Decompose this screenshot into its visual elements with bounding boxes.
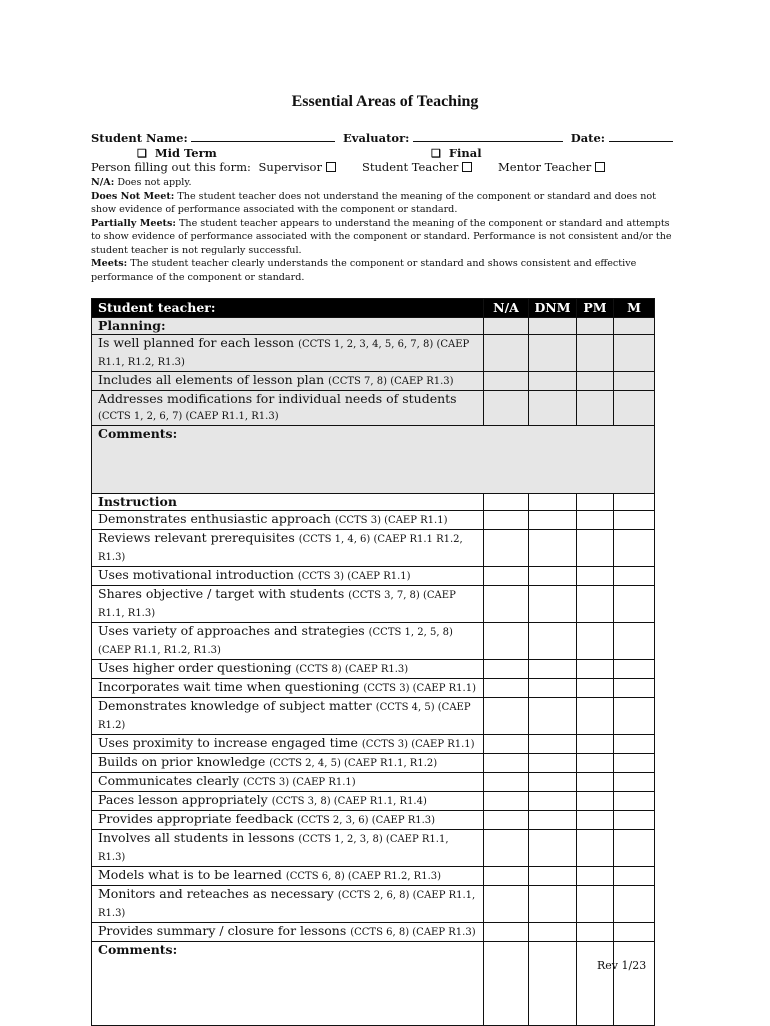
mid-term-label: Mid Term bbox=[154, 146, 217, 160]
student-teacher-option bbox=[362, 160, 472, 174]
rating-cell-pm[interactable] bbox=[577, 335, 614, 372]
rating-cell-dnm[interactable] bbox=[529, 623, 577, 660]
rating-cell-pm[interactable] bbox=[577, 567, 614, 586]
rating-cell-pm[interactable] bbox=[577, 372, 614, 391]
rating-cell-na[interactable] bbox=[484, 318, 529, 335]
supervisor-checkbox[interactable] bbox=[326, 162, 336, 172]
criterion-cell bbox=[92, 811, 484, 830]
criterion-text: Addresses modifications for individual needs of students bbox=[98, 391, 457, 406]
table-row bbox=[92, 698, 655, 735]
rating-cell-m[interactable] bbox=[614, 511, 655, 530]
column-header-student-teacher: Student teacher: bbox=[92, 299, 484, 318]
criterion-cell bbox=[92, 567, 484, 586]
criterion-text: Models what is to be learned bbox=[98, 867, 286, 882]
rating-cell-dnm[interactable] bbox=[529, 735, 577, 754]
rating-cell-dnm[interactable] bbox=[529, 754, 577, 773]
table-row bbox=[92, 511, 655, 530]
criterion-cell bbox=[92, 886, 484, 923]
table-header-row bbox=[92, 299, 655, 318]
table-row bbox=[92, 867, 655, 886]
comments-row bbox=[92, 942, 655, 1026]
definition-does-not-meet: Does Not Meet: The student teacher does not understand the meaning of the component or standard and does not show evidence of performance associated with the component or standard. bbox=[91, 190, 657, 215]
table-row bbox=[92, 335, 655, 372]
rating-cell-pm[interactable] bbox=[577, 391, 614, 426]
table-row bbox=[92, 792, 655, 811]
rating-cell-pm[interactable] bbox=[577, 942, 614, 1026]
rating-cell-m[interactable] bbox=[614, 623, 655, 660]
student-name-field[interactable] bbox=[191, 131, 335, 142]
rating-cell-pm[interactable] bbox=[577, 318, 614, 335]
criterion-standards: (CCTS 1, 4, 6) (CAEP R1.1 R1.2, R1.3) bbox=[98, 534, 463, 563]
criterion-standards: (CCTS 1, 2, 3, 4, 5, 6, 7, 8) (CAEP R1.1, R1.2, R1.3) bbox=[98, 339, 470, 368]
rating-cell-dnm[interactable] bbox=[529, 335, 577, 372]
rating-cell-m[interactable] bbox=[614, 792, 655, 811]
criterion-cell bbox=[92, 773, 484, 792]
criterion-text: Uses proximity to increase engaged time bbox=[98, 735, 362, 750]
rating-cell-pm[interactable] bbox=[577, 811, 614, 830]
table-body bbox=[92, 318, 655, 1026]
criterion-standards: (CCTS 1, 2, 3, 8) (CAEP R1.1, R1.3) bbox=[98, 834, 449, 863]
checkbox-icon[interactable]: ❑ bbox=[431, 147, 441, 160]
evaluation-table bbox=[91, 298, 655, 1026]
criterion-standards: (CCTS 6, 8) (CAEP R1.3) bbox=[350, 927, 476, 938]
mid-term-option[interactable] bbox=[137, 146, 217, 160]
criterion-standards: (CCTS 2, 3, 6) (CAEP R1.3) bbox=[296, 815, 436, 826]
table-row bbox=[92, 735, 655, 754]
rating-cell-m[interactable] bbox=[614, 773, 655, 792]
rating-cell-na[interactable] bbox=[484, 886, 529, 923]
criterion-cell bbox=[92, 335, 484, 372]
evaluator-label: Evaluator: bbox=[343, 131, 410, 145]
criterion-text: Demonstrates enthusiastic approach bbox=[98, 511, 335, 526]
final-option[interactable] bbox=[431, 146, 482, 160]
criterion-text: Reviews relevant prerequisites bbox=[98, 530, 299, 545]
rating-cell-m[interactable] bbox=[614, 567, 655, 586]
mentor-teacher-checkbox[interactable] bbox=[595, 162, 605, 172]
rating-cell-m[interactable] bbox=[614, 735, 655, 754]
criterion-cell bbox=[92, 792, 484, 811]
criterion-cell bbox=[92, 735, 484, 754]
criterion-cell bbox=[92, 586, 484, 623]
rating-cell-na[interactable] bbox=[484, 586, 529, 623]
criterion-text: Involves all students in lessons bbox=[98, 830, 299, 845]
rating-cell-dnm[interactable] bbox=[529, 923, 577, 942]
rating-cell-m[interactable] bbox=[614, 754, 655, 773]
table-row bbox=[92, 372, 655, 391]
rating-cell-pm[interactable] bbox=[577, 511, 614, 530]
rating-definitions bbox=[91, 176, 681, 284]
rating-cell-na[interactable] bbox=[484, 830, 529, 867]
checkbox-icon[interactable]: ❑ bbox=[137, 147, 147, 160]
criterion-text: Uses variety of approaches and strategies bbox=[98, 623, 369, 638]
rating-cell-na[interactable] bbox=[484, 679, 529, 698]
table-row bbox=[92, 754, 655, 773]
section-row bbox=[92, 318, 655, 335]
criterion-text: Builds on prior knowledge bbox=[98, 754, 270, 769]
column-header-na: N/A bbox=[484, 299, 529, 318]
criterion-text: Communicates clearly bbox=[98, 773, 244, 788]
rating-cell-dnm[interactable] bbox=[529, 773, 577, 792]
rating-cell-pm[interactable] bbox=[577, 494, 614, 511]
rating-cell-dnm[interactable] bbox=[529, 867, 577, 886]
criterion-standards: (CCTS 7, 8) (CAEP R1.3) bbox=[328, 376, 454, 387]
criterion-cell bbox=[92, 698, 484, 735]
rating-cell-dnm[interactable] bbox=[529, 372, 577, 391]
rating-cell-na[interactable] bbox=[484, 623, 529, 660]
rating-cell-na[interactable] bbox=[484, 530, 529, 567]
rating-cell-m[interactable] bbox=[614, 372, 655, 391]
rating-cell-m[interactable] bbox=[614, 660, 655, 679]
criterion-text: Demonstrates knowledge of subject matter bbox=[98, 698, 376, 713]
rating-cell-dnm[interactable] bbox=[529, 318, 577, 335]
criterion-standards: (CCTS 3) (CAEP R1.1) bbox=[297, 571, 411, 582]
revision-label: Rev 1/23 bbox=[597, 959, 647, 972]
rating-cell-dnm[interactable] bbox=[529, 830, 577, 867]
table-row bbox=[92, 530, 655, 567]
criterion-cell bbox=[92, 623, 484, 660]
criterion-cell bbox=[92, 660, 484, 679]
criterion-standards: (CCTS 3) (CAEP R1.1) bbox=[361, 739, 475, 750]
rating-cell-m[interactable] bbox=[614, 886, 655, 923]
criterion-cell bbox=[92, 923, 484, 942]
rating-cell-na[interactable] bbox=[484, 372, 529, 391]
rating-cell-m[interactable] bbox=[614, 679, 655, 698]
criterion-standards: (CCTS 2, 6, 8) (CAEP R1.1, R1.3) bbox=[98, 890, 476, 919]
criterion-text: Provides appropriate feedback bbox=[98, 811, 297, 826]
rating-cell-pm[interactable] bbox=[577, 623, 614, 660]
comments-row bbox=[92, 426, 655, 494]
rating-cell-pm[interactable] bbox=[577, 754, 614, 773]
rating-cell-dnm[interactable] bbox=[529, 811, 577, 830]
criterion-cell bbox=[92, 372, 484, 391]
criterion-standards: (CCTS 3, 8) (CAEP R1.1, R1.4) bbox=[271, 796, 427, 807]
criterion-cell bbox=[92, 679, 484, 698]
rating-cell-dnm[interactable] bbox=[529, 660, 577, 679]
rating-cell-pm[interactable] bbox=[577, 698, 614, 735]
table-row bbox=[92, 567, 655, 586]
rating-cell-m[interactable] bbox=[614, 530, 655, 567]
criterion-cell bbox=[92, 511, 484, 530]
criterion-cell bbox=[92, 754, 484, 773]
criterion-standards: (CCTS 4, 5) (CAEP R1.2) bbox=[98, 702, 471, 731]
rating-cell-m[interactable] bbox=[614, 923, 655, 942]
definition-partially-meets: Partially Meets: The student teacher appears to understand the meaning of the component or standard and attempts to show evidence of performance associated with the component or standard. Performance is not consistent and/or the student teacher is not regularly successful. bbox=[91, 217, 672, 256]
rating-cell-dnm[interactable] bbox=[529, 391, 577, 426]
mentor-teacher-label: Mentor Teacher bbox=[498, 160, 592, 174]
rating-cell-pm[interactable] bbox=[577, 792, 614, 811]
criterion-standards: (CCTS 1, 2, 5, 8) (CAEP R1.1, R1.2, R1.3) bbox=[98, 627, 453, 656]
rating-cell-na[interactable] bbox=[484, 792, 529, 811]
rating-cell-pm[interactable] bbox=[577, 886, 614, 923]
rating-cell-na[interactable] bbox=[484, 867, 529, 886]
rating-cell-na[interactable] bbox=[484, 391, 529, 426]
rating-cell-na[interactable] bbox=[484, 567, 529, 586]
comments-label[interactable]: Comments: bbox=[92, 942, 484, 1026]
rating-cell-na[interactable] bbox=[484, 923, 529, 942]
rating-cell-na[interactable] bbox=[484, 511, 529, 530]
rating-cell-m[interactable] bbox=[614, 942, 655, 1026]
rating-cell-dnm[interactable] bbox=[529, 567, 577, 586]
student-info-row bbox=[91, 131, 673, 145]
rating-cell-m[interactable] bbox=[614, 698, 655, 735]
rating-cell-na[interactable] bbox=[484, 811, 529, 830]
rating-cell-dnm[interactable] bbox=[529, 942, 577, 1026]
criterion-text: Uses higher order questioning bbox=[98, 660, 296, 675]
rating-cell-pm[interactable] bbox=[577, 586, 614, 623]
table-row bbox=[92, 886, 655, 923]
criterion-cell bbox=[92, 830, 484, 867]
rating-cell-na[interactable] bbox=[484, 754, 529, 773]
final-label: Final bbox=[448, 146, 482, 160]
section-title: Planning: bbox=[92, 318, 484, 335]
rating-cell-dnm[interactable] bbox=[529, 792, 577, 811]
criterion-text: Provides summary / closure for lessons bbox=[98, 923, 351, 938]
rating-cell-na[interactable] bbox=[484, 698, 529, 735]
date-label: Date: bbox=[570, 131, 606, 145]
criterion-cell bbox=[92, 391, 484, 426]
rating-cell-pm[interactable] bbox=[577, 867, 614, 886]
criterion-text: Includes all elements of lesson plan bbox=[98, 372, 329, 387]
table-row bbox=[92, 773, 655, 792]
rating-cell-na[interactable] bbox=[484, 942, 529, 1026]
criterion-standards: (CCTS 6, 8) (CAEP R1.2, R1.3) bbox=[285, 871, 442, 882]
table-row bbox=[92, 923, 655, 942]
criterion-cell bbox=[92, 530, 484, 567]
rating-cell-dnm[interactable] bbox=[529, 679, 577, 698]
rating-cell-pm[interactable] bbox=[577, 830, 614, 867]
table-row bbox=[92, 586, 655, 623]
criterion-standards: (CCTS 3) (CAEP R1.1) bbox=[334, 515, 448, 526]
rating-cell-dnm[interactable] bbox=[529, 586, 577, 623]
table-row bbox=[92, 679, 655, 698]
criterion-standards: (CCTS 8) (CAEP R1.3) bbox=[295, 664, 409, 675]
supervisor-label: Supervisor bbox=[258, 160, 322, 174]
rating-cell-m[interactable] bbox=[614, 391, 655, 426]
section-row bbox=[92, 494, 655, 511]
comments-label[interactable]: Comments: bbox=[92, 426, 655, 494]
rating-cell-m[interactable] bbox=[614, 830, 655, 867]
date-field[interactable] bbox=[609, 131, 673, 142]
rating-cell-dnm[interactable] bbox=[529, 530, 577, 567]
rating-cell-dnm[interactable] bbox=[529, 886, 577, 923]
table-row bbox=[92, 391, 655, 426]
rating-cell-m[interactable] bbox=[614, 335, 655, 372]
rating-cell-m[interactable] bbox=[614, 494, 655, 511]
rating-cell-dnm[interactable] bbox=[529, 494, 577, 511]
student-name-label: Student Name: bbox=[91, 131, 188, 145]
column-header-dnm: DNM bbox=[529, 299, 577, 318]
table-row bbox=[92, 660, 655, 679]
rating-cell-m[interactable] bbox=[614, 318, 655, 335]
person-filling-row bbox=[91, 160, 336, 174]
criterion-standards: (CCTS 3) (CAEP R1.1) bbox=[363, 683, 476, 694]
column-header-m: M bbox=[614, 299, 655, 318]
table-row bbox=[92, 811, 655, 830]
rating-cell-na[interactable] bbox=[484, 735, 529, 754]
rating-cell-pm[interactable] bbox=[577, 773, 614, 792]
criterion-cell bbox=[92, 867, 484, 886]
rating-cell-na[interactable] bbox=[484, 494, 529, 511]
definition-na: N/A: Does not apply. bbox=[91, 177, 192, 188]
criterion-text: Monitors and reteaches as necessary bbox=[98, 886, 338, 901]
criterion-standards: (CCTS 3, 7, 8) (CAEP R1.1, R1.3) bbox=[98, 590, 456, 619]
rating-cell-m[interactable] bbox=[614, 811, 655, 830]
criterion-standards: (CCTS 3) (CAEP R1.1) bbox=[243, 777, 356, 788]
rating-cell-dnm[interactable] bbox=[529, 511, 577, 530]
definition-meets: Meets: The student teacher clearly understands the component or standard and shows consistent and effective performance of the component or standard. bbox=[91, 258, 637, 283]
person-filling-label: Person filling out this form: bbox=[91, 160, 251, 174]
rating-cell-na[interactable] bbox=[484, 335, 529, 372]
rating-cell-m[interactable] bbox=[614, 586, 655, 623]
criterion-text: Shares objective / target with students bbox=[98, 586, 349, 601]
table-row bbox=[92, 830, 655, 867]
page-title: Essential Areas of Teaching bbox=[291, 93, 479, 110]
rating-cell-dnm[interactable] bbox=[529, 698, 577, 735]
criterion-standards: (CCTS 1, 2, 6, 7) (CAEP R1.1, R1.3) bbox=[98, 411, 279, 422]
criterion-text: Incorporates wait time when questioning bbox=[98, 679, 364, 694]
rating-cell-pm[interactable] bbox=[577, 660, 614, 679]
rating-cell-m[interactable] bbox=[614, 867, 655, 886]
mentor-teacher-option bbox=[498, 160, 605, 174]
criterion-text: Paces lesson appropriately bbox=[98, 792, 272, 807]
student-teacher-checkbox[interactable] bbox=[462, 162, 472, 172]
section-title: Instruction bbox=[92, 494, 484, 511]
column-header-pm: PM bbox=[577, 299, 614, 318]
rating-cell-pm[interactable] bbox=[577, 530, 614, 567]
rating-cell-pm[interactable] bbox=[577, 923, 614, 942]
student-teacher-label: Student Teacher bbox=[362, 160, 459, 174]
rating-cell-pm[interactable] bbox=[577, 735, 614, 754]
criterion-standards: (CCTS 2, 4, 5) (CAEP R1.1, R1.2) bbox=[269, 758, 438, 769]
rating-cell-pm[interactable] bbox=[577, 679, 614, 698]
rating-cell-na[interactable] bbox=[484, 773, 529, 792]
criterion-text: Uses motivational introduction bbox=[98, 567, 298, 582]
evaluator-field[interactable] bbox=[413, 131, 563, 142]
table-row bbox=[92, 623, 655, 660]
criterion-text: Is well planned for each lesson bbox=[98, 335, 299, 350]
rating-cell-na[interactable] bbox=[484, 660, 529, 679]
